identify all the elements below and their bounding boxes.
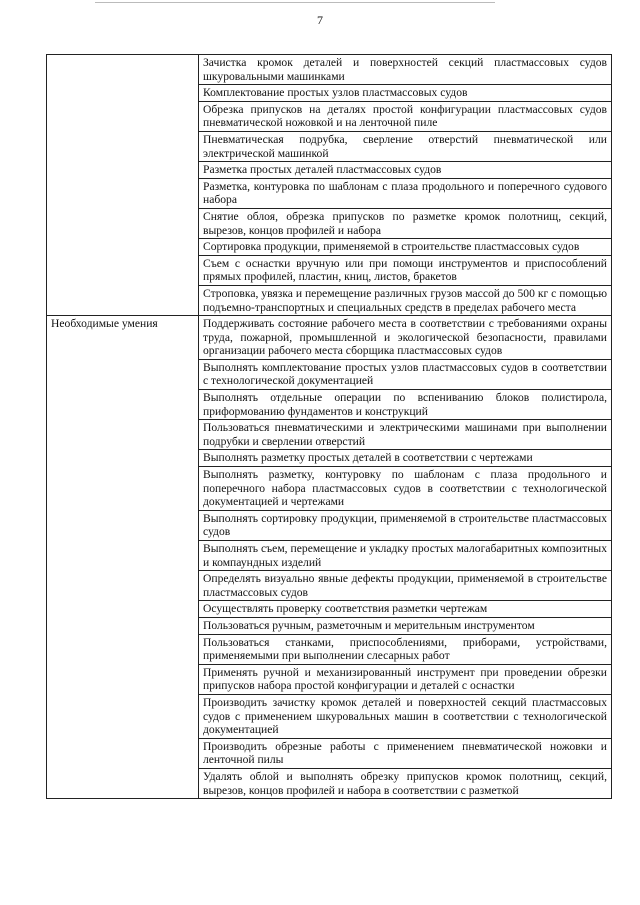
table-cell-item: Выполнять отдельные операции по вспениванию блоков полистирола, приформованию фундаментов и конструкций: [199, 390, 612, 420]
table-body: [47, 55, 612, 799]
table-cell-item: Пневматическая подрубка, сверление отверстий пневматической или электрической машинкой: [199, 131, 612, 161]
table-cell-item: Выполнять сортировку продукции, применяемой в строительстве пластмассовых судов: [199, 510, 612, 540]
table-cell-item: Комплектование простых узлов пластмассовых судов: [199, 85, 612, 102]
table-cell-item: Сортировка продукции, применяемой в строительстве пластмассовых судов: [199, 239, 612, 256]
table-row: [47, 316, 612, 360]
table-cell-item: Поддерживать состояние рабочего места в соответствии с требованиями охраны труда, пожарной, промышленной и экологической безопасности, правилами организации рабочего места сборщика пластмассовых судов: [199, 316, 612, 360]
table-cell-item: Пользоваться станками, приспособлениями, приборами, устройствами, применяемыми при выполнении слесарных работ: [199, 634, 612, 664]
table-cell-item: Строповка, увязка и перемещение различных грузов массой до 500 кг с помощью подъемно-транспортных и специальных средств в пределах рабочего места: [199, 285, 612, 315]
table-cell-item: Разметка простых деталей пластмассовых судов: [199, 162, 612, 179]
section-heading: Необходимые умения: [47, 316, 199, 799]
table-cell-item: Разметка, контуровка по шаблонам с плаза продольного и поперечного судового набора: [199, 178, 612, 208]
table-cell-item: Выполнять разметку, контуровку по шаблонам с плаза продольного и поперечного набора пластмассовых судов в соответствии с технологической документацией и чертежами: [199, 467, 612, 511]
table-cell-item: Пользоваться ручным, разметочным и мерительным инструментом: [199, 617, 612, 634]
table-cell-item: Удалять облой и выполнять обрезку припусков кромок полотнищ, секций, вырезов, концов профилей и набора в соответствии с разметкой: [199, 768, 612, 798]
table-cell-item: Выполнять комплектование простых узлов пластмассовых судов в соответствии с технологической документацией: [199, 359, 612, 389]
table-cell-item: Выполнять разметку простых деталей в соответствии с чертежами: [199, 450, 612, 467]
table-cell-item: Зачистка кромок деталей и поверхностей секций пластмассовых судов шкуровальными машинками: [199, 55, 612, 85]
table-cell-item: Обрезка припусков на деталях простой конфигурации пластмассовых судов пневматической ножовкой и на ленточной пиле: [199, 101, 612, 131]
requirements-table: [46, 54, 612, 799]
table-cell-item: Осуществлять проверку соответствия разметки чертежам: [199, 601, 612, 618]
table-cell-item: Производить обрезные работы с применением пневматической ножовки и ленточной пилы: [199, 738, 612, 768]
table-cell-item: Производить зачистку кромок деталей и поверхностей секций пластмассовых судов с применением шкуровальных машин в соответствии с технологической документацией: [199, 694, 612, 738]
table-row: [47, 55, 612, 85]
table-cell-item: Выполнять съем, перемещение и укладку простых малогабаритных композитных и компаундных изделий: [199, 541, 612, 571]
section-heading: [47, 55, 199, 316]
table-cell-item: Применять ручной и механизированный инструмент при проведении обрезки припусков набора простой конфигурации и деталей с оснастки: [199, 664, 612, 694]
table-cell-item: Съем с оснастки вручную или при помощи инструментов и приспособлений прямых профилей, пластин, книц, листов, бракетов: [199, 255, 612, 285]
table-cell-item: Пользоваться пневматическими и электрическими машинами при выполнении подрубки и сверлении отверстий: [199, 420, 612, 450]
table-cell-item: Снятие облоя, обрезка припусков по разметке кромок полотнищ, секций, вырезов, концов профилей и набора: [199, 208, 612, 238]
table-cell-item: Определять визуально явные дефекты продукции, применяемой в строительстве пластмассовых судов: [199, 571, 612, 601]
top-divider: [95, 2, 495, 3]
page-number: 7: [317, 13, 323, 27]
